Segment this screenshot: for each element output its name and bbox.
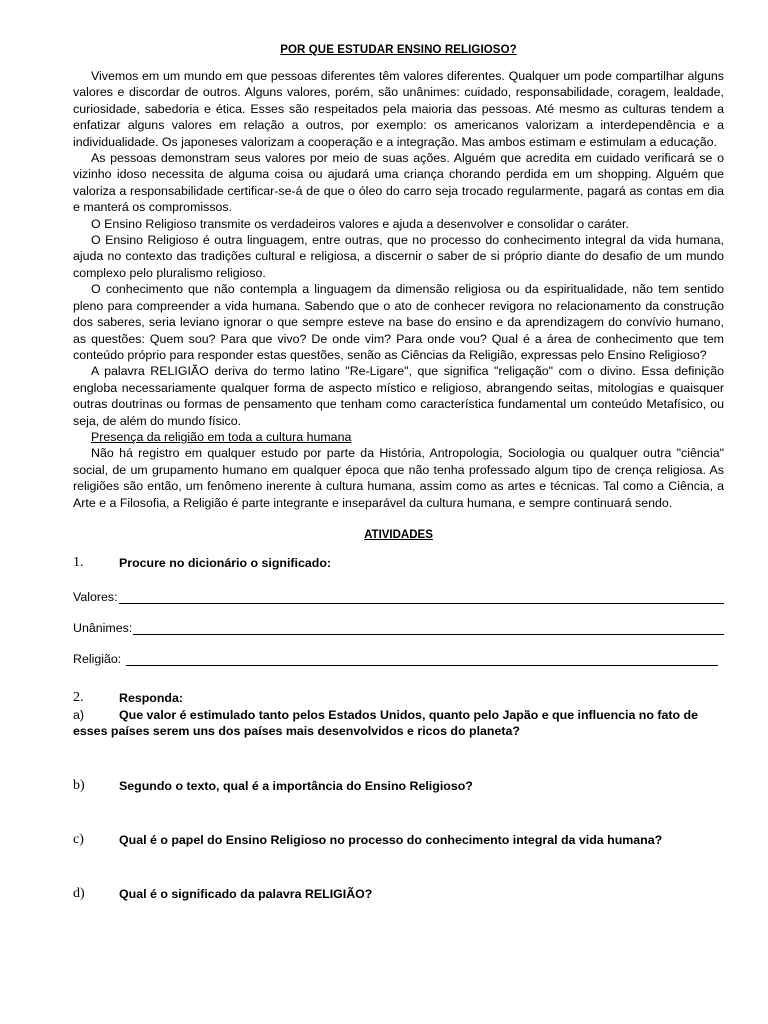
answer-line[interactable] [119, 589, 724, 604]
paragraph-transmits: O Ensino Religioso transmite os verdadeiros valores e ajuda a desenvolver e consolidar o caráter. [91, 216, 629, 231]
question-text: Responda: [119, 691, 184, 706]
paragraph-actions: As pessoas demonstram seus valores por meio de suas ações. Alguém que acredita em cuidado verificará se o vizinho idoso necessita de alguma coisa ou ajudará uma criança chorando perdida em um shopping. Alguém que valoriza a responsabilidade certificar-se-á de que o óleo do carro seja trocado regularmente, pagará as contas em dia e manterá os compromissos. [73, 151, 724, 215]
question-2b [73, 778, 724, 794]
field-label: Valores: [73, 590, 118, 605]
item-text: Que valor é estimulado tanto pelos Estados Unidos, quanto pelo Japão e que influencia no fato de esses países serem uns dos países mais desenvolvidos e ricos do planeta? [73, 707, 699, 739]
question-2d [73, 886, 724, 902]
item-text: Qual é o significado da palavra RELIGIÃO? [119, 887, 373, 902]
question-number: 1. [73, 554, 84, 570]
field-unanimes [73, 620, 724, 635]
answer-line[interactable] [126, 651, 718, 666]
item-letter: d) [73, 886, 85, 902]
question-2c [73, 832, 724, 848]
paragraph-religion-word: A palavra RELIGIÃO deriva do termo latino "Re-Ligare", que significa "religação" com o divino. Essa definição engloba necessariamente qualquer forma de aspecto místico e religioso, abrangendo seitas, mitologias e quaisquer outras doutrinas ou formas de pensamento que tenham como característica fundamental um conteúdo Metafísico, ou seja, de além do mundo físico. [73, 364, 724, 428]
item-letter: a) [73, 707, 85, 722]
question-2 [73, 690, 724, 706]
field-label: Unânimes: [73, 621, 133, 636]
field-valores [73, 589, 724, 604]
item-letter: b) [73, 777, 85, 793]
question-number: 2. [73, 690, 84, 706]
item-letter: c) [73, 832, 84, 847]
paragraph-language: O Ensino Religioso é outra linguagem, entre outras, que no processo do conhecimento integral da vida humana, ajuda no contexto das tradições cultural e religiosa, a discernir o saber de si próprio diante do desafio de um mundo complexo pelo pluralismo religioso. [73, 233, 724, 280]
field-religiao [73, 651, 718, 666]
item-text: Segundo o texto, qual é a importância do Ensino Religioso? [119, 778, 473, 793]
subheading: Presença da religião em toda a cultura humana [91, 429, 352, 444]
question-2a [73, 707, 724, 740]
answer-line[interactable] [133, 620, 724, 635]
paragraph-values: Vivemos em um mundo em que pessoas diferentes têm valores diferentes. Qualquer um pode compartilhar alguns valores e discordar de outros. Alguns valores, porém, são unânimes: cuidado, responsabilidade, coragem, lealdade, curiosidade, sabedoria e ética. Esses são respeitados pela maioria das pessoas. Até mesmo as culturas tendem a enfatizar alguns valores em relação a outros, por exemplo: os americanos valorizam a interdependência e a individualidade. Os japoneses valorizam a cooperação e a integração. Mas ambos estimam e estimulam a educação. [73, 69, 724, 149]
question-1 [73, 555, 724, 571]
paragraph-culture: Não há registro em qualquer estudo por parte da História, Antropologia, Sociologia ou qualquer outra "ciência" social, de um grupamento humano em qualquer época que não tenha professado algum tipo de crença religiosa. As religiões são então, um fenômeno inerente à cultura humana, assim como as artes e técnicas. Tal como a Ciência, a Arte e a Filosofia, a Religião é parte integrante e inseparável da cultura humana, e sempre continuará sendo. [73, 446, 724, 510]
document-page [73, 44, 724, 903]
document-title: POR QUE ESTUDAR ENSINO RELIGIOSO? [280, 44, 517, 56]
paragraph-knowledge: O conhecimento que não contempla a linguagem da dimensão religiosa ou da espiritualidade, não tem sentido pleno para compreender a vida humana. Sabendo que o ato de conhecer revigora no relacionamento da construção dos saberes, seria leviano ignorar o que sempre esteve na base do ensino e da aprendizagem do convívio humano, as questões: Quem sou? Para que vivo? De onde vim? Para onde vou? Qual é a área de conhecimento que tem conteúdo próprio para responder estas questões, senão as Ciências da Religião, expressas pelo Ensino Religioso? [73, 282, 724, 362]
item-text: Qual é o papel do Ensino Religioso no processo do conhecimento integral da vida humana? [119, 833, 663, 847]
activities-title: ATIVIDADES [364, 528, 433, 541]
field-label: Religião: [73, 652, 125, 667]
question-text: Procure no dicionário o significado: [119, 555, 332, 570]
